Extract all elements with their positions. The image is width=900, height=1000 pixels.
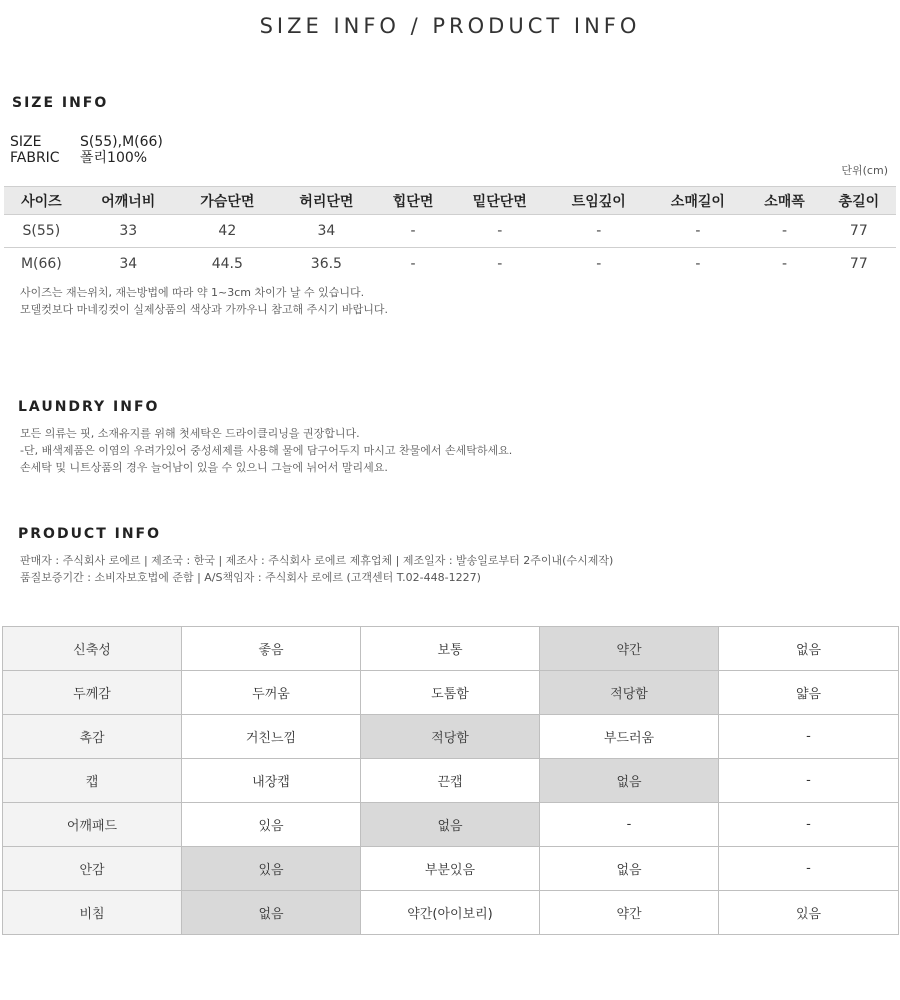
- attribute-row: [3, 627, 899, 671]
- size-table-header: [4, 187, 896, 215]
- size-col-header: 어깨너비: [79, 187, 178, 215]
- size-cell: -: [497, 256, 503, 273]
- laundry-note-line: 모든 의류는 핏, 소재유지를 위해 첫세탁은 드라이클리닝을 권장합니다.: [20, 427, 360, 440]
- spec-block: [10, 134, 163, 166]
- attribute-option-selected: 적당함: [540, 671, 719, 715]
- fabric-label: FABRIC: [10, 150, 60, 166]
- product-note-line: 판매자 : 주식회사 로에르 | 제조국 : 한국 | 제조사 : 주식회사 로에르 제휴업체 | 제조일자 : 발송일로부터 2주이내(수시제작): [20, 554, 614, 567]
- size-cell: -: [410, 256, 416, 273]
- attribute-option: 부분있음: [361, 847, 540, 891]
- fabric-value: 폴리100%: [80, 150, 148, 166]
- size-col-header: 가슴단면: [178, 187, 277, 215]
- size-cell: 77: [849, 256, 868, 273]
- attribute-option: 부드러움: [540, 715, 719, 759]
- attribute-option-selected: 약간: [540, 627, 719, 671]
- size-cell: -: [747, 215, 821, 248]
- size-note-line: 사이즈는 재는위치, 재는방법에 따라 약 1~3cm 차이가 날 수 있습니다.: [20, 286, 365, 299]
- size-cell: 34: [119, 256, 138, 273]
- attribute-label: 촉감: [3, 715, 182, 759]
- attribute-option: 없음: [540, 847, 719, 891]
- size-col-header: 밑단단면: [450, 187, 549, 215]
- product-note-line: 품질보증기간 : 소비자보호법에 준함 | A/S책임자 : 주식회사 로에르 (고객센터 T.02-448-1227): [20, 571, 481, 584]
- attribute-row: [3, 759, 899, 803]
- size-col-header: 트임깊이: [549, 187, 648, 215]
- size-value: S(55),M(66): [80, 134, 163, 150]
- attribute-option: 끈캡: [361, 759, 540, 803]
- size-cell: 33: [79, 215, 178, 248]
- product-info-heading: PRODUCT INFO: [18, 526, 162, 542]
- attribute-option: 보통: [361, 627, 540, 671]
- size-cell: S(55): [4, 215, 79, 248]
- attribute-label: 비침: [3, 891, 182, 935]
- product-notes: [20, 552, 613, 586]
- size-cell: -: [549, 215, 648, 248]
- attribute-option-selected: 있음: [182, 847, 361, 891]
- attribute-option: -: [719, 803, 899, 847]
- attribute-option: 두꺼움: [182, 671, 361, 715]
- attribute-option: 내장캡: [182, 759, 361, 803]
- spec-row-size: [10, 134, 163, 150]
- attribute-option: -: [719, 759, 899, 803]
- attribute-option-selected: 적당함: [361, 715, 540, 759]
- attribute-option: 약간: [540, 891, 719, 935]
- attribute-option: -: [719, 715, 899, 759]
- attribute-table-body: [3, 627, 899, 935]
- attribute-label: 안감: [3, 847, 182, 891]
- size-col-header: 총길이: [822, 187, 896, 215]
- attribute-option: 있음: [719, 891, 899, 935]
- size-cell: -: [648, 215, 747, 248]
- attribute-row: [3, 715, 899, 759]
- attribute-row: [3, 671, 899, 715]
- attribute-label: 두께감: [3, 671, 182, 715]
- size-cell: -: [450, 215, 549, 248]
- size-col-header: 소매폭: [747, 187, 821, 215]
- attribute-option: 좋음: [182, 627, 361, 671]
- table-row: [4, 215, 896, 248]
- attribute-option: -: [719, 847, 899, 891]
- attribute-row: [3, 803, 899, 847]
- laundry-info-heading: LAUNDRY INFO: [18, 399, 160, 415]
- attribute-option: 도톰함: [361, 671, 540, 715]
- attribute-label: 신축성: [3, 627, 182, 671]
- laundry-notes: [20, 425, 512, 476]
- laundry-note-line: 손세탁 및 니트상품의 경우 늘어남이 있을 수 있으니 그늘에 뉘어서 말리세요.: [20, 461, 388, 474]
- table-row: [4, 248, 896, 281]
- size-cell: 77: [822, 215, 896, 248]
- attribute-option: 없음: [719, 627, 899, 671]
- size-col-header: 사이즈: [4, 187, 79, 215]
- spec-row-fabric: [10, 150, 163, 166]
- size-col-header: 허리단면: [277, 187, 376, 215]
- page-title: SIZE INFO / PRODUCT INFO: [259, 14, 641, 38]
- size-note-line: 모델컷보다 마네킹컷이 실제상품의 색상과 가까우니 참고해 주시기 바랍니다.: [20, 303, 389, 316]
- attribute-option-selected: 없음: [361, 803, 540, 847]
- size-notes: [20, 284, 388, 318]
- attribute-option: 거친느낌: [182, 715, 361, 759]
- attribute-table: [2, 626, 899, 935]
- attribute-row: [3, 891, 899, 935]
- size-cell: 34: [277, 215, 376, 248]
- size-col-header: 소매길이: [648, 187, 747, 215]
- attribute-row: [3, 847, 899, 891]
- attribute-option: 약간(아이보리): [361, 891, 540, 935]
- attribute-option: 있음: [182, 803, 361, 847]
- size-cell: -: [376, 215, 450, 248]
- attribute-label: 어깨패드: [3, 803, 182, 847]
- size-cell: 42: [178, 215, 277, 248]
- size-col-header: 힙단면: [376, 187, 450, 215]
- laundry-note-line: -단, 배색제품은 이염의 우려가있어 중성세제를 사용해 물에 담구어두지 마시고 찬물에서 손세탁하세요.: [20, 444, 513, 457]
- size-cell: 44.5: [211, 256, 243, 273]
- unit-note: 단위(cm): [841, 164, 888, 177]
- attribute-option: 얇음: [719, 671, 899, 715]
- attribute-label: 캡: [3, 759, 182, 803]
- attribute-option-selected: 없음: [182, 891, 361, 935]
- attribute-option: -: [540, 803, 719, 847]
- attribute-option-selected: 없음: [540, 759, 719, 803]
- size-table: [4, 186, 896, 281]
- size-info-heading: SIZE INFO: [12, 95, 109, 111]
- size-cell: -: [596, 256, 602, 273]
- size-cell: M(66): [20, 256, 62, 273]
- size-cell: -: [695, 256, 701, 273]
- size-cell: -: [782, 256, 788, 273]
- size-label: SIZE: [10, 134, 42, 150]
- size-cell: 36.5: [310, 256, 342, 273]
